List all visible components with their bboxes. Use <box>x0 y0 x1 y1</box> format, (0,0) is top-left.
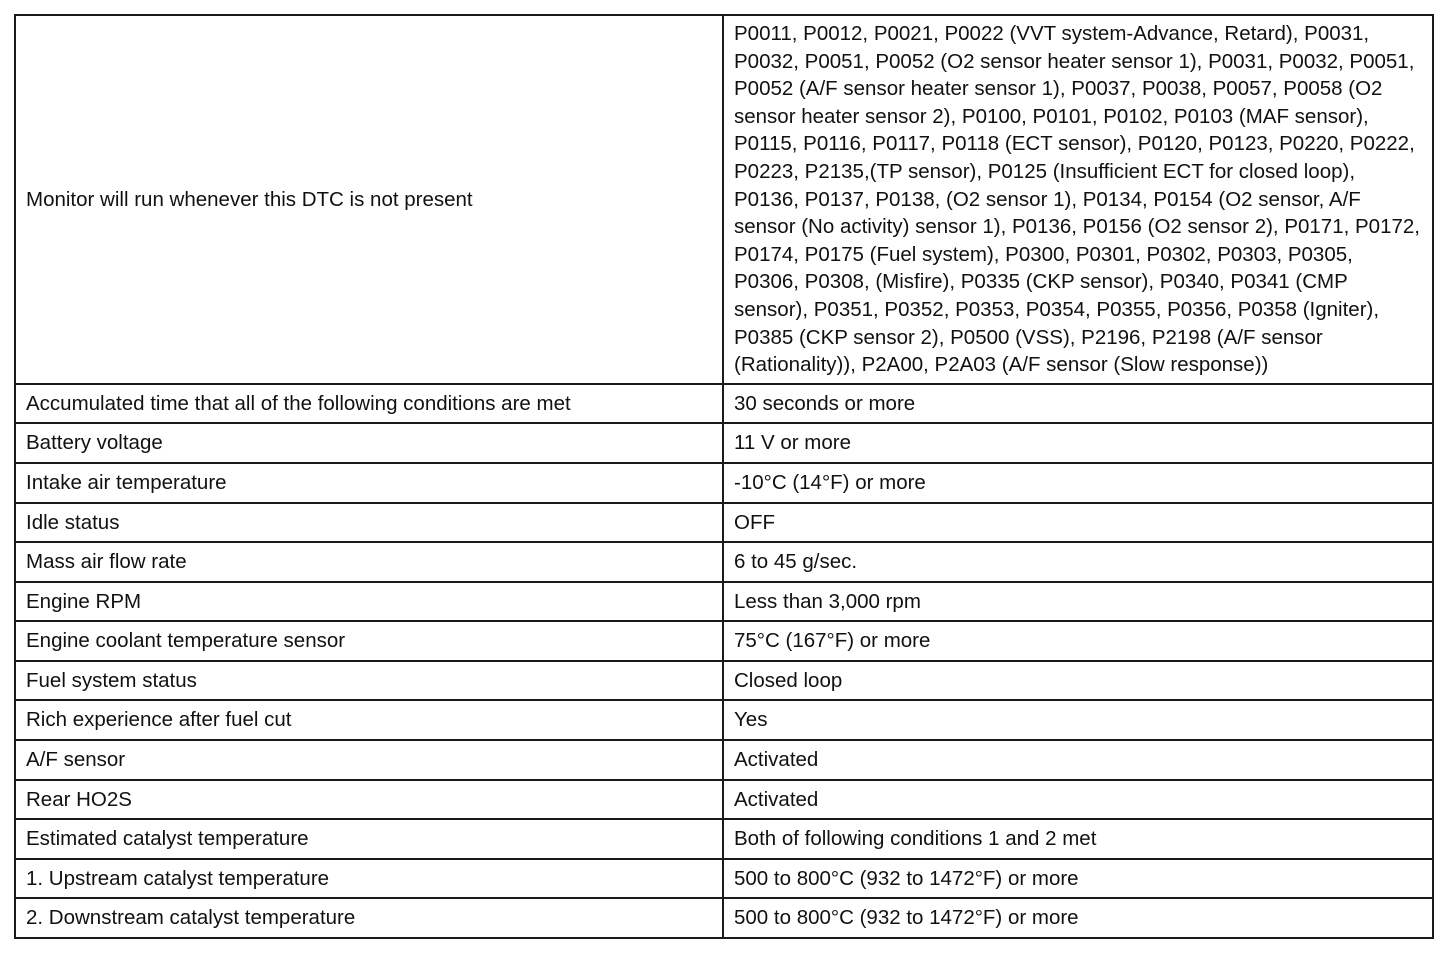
parameter-cell: 2. Downstream catalyst temperature <box>15 898 723 938</box>
value-cell: -10°C (14°F) or more <box>723 463 1433 503</box>
monitor-conditions-table <box>14 14 1434 939</box>
parameter-cell: Engine coolant temperature sensor <box>15 621 723 661</box>
value-cell: P0011, P0012, P0021, P0022 (VVT system-Advance, Retard), P0031, P0032, P0051, P0052 (O2 sensor heater sensor 1), P0031, P0032, P0051, P0052 (A/F sensor heater sensor 1), P0037, P0038, P0057, P0058 (O2 sensor heater sensor 2), P0100, P0101, P0102, P0103 (MAF sensor), P0115, P0116, P0117, P0118 (ECT sensor), P0120, P0123, P0220, P0222, P0223, P2135,(TP sensor), P0125 (Insufficient ECT for closed loop), P0136, P0137, P0138, (O2 sensor 1), P0134, P0154 (O2 sensor, A/F sensor (No activity) sensor 1), P0136, P0156 (O2 sensor 2), P0171, P0172, P0174, P0175 (Fuel system), P0300, P0301, P0302, P0303, P0305, P0306, P0308, (Misfire), P0335 (CKP sensor), P0340, P0341 (CMP sensor), P0351, P0352, P0353, P0354, P0355, P0356, P0358 (Igniter), P0385 (CKP sensor 2), P0500 (VSS), P2196, P2198 (A/F sensor (Rationality)), P2A00, P2A03 (A/F sensor (Slow response)) <box>723 15 1433 384</box>
table-row <box>15 384 1433 424</box>
parameter-cell: Monitor will run whenever this DTC is not present <box>15 15 723 384</box>
parameter-cell: Mass air flow rate <box>15 542 723 582</box>
table-row <box>15 661 1433 701</box>
table-row <box>15 423 1433 463</box>
value-cell: 11 V or more <box>723 423 1433 463</box>
parameter-cell: Idle status <box>15 503 723 543</box>
table-row <box>15 819 1433 859</box>
table-row <box>15 15 1433 384</box>
value-cell: Less than 3,000 rpm <box>723 582 1433 622</box>
document-page <box>14 14 1432 939</box>
table-row <box>15 542 1433 582</box>
value-cell: Yes <box>723 700 1433 740</box>
parameter-cell: Fuel system status <box>15 661 723 701</box>
parameter-cell: Rear HO2S <box>15 780 723 820</box>
value-cell: Activated <box>723 740 1433 780</box>
table-row <box>15 503 1433 543</box>
parameter-cell: Engine RPM <box>15 582 723 622</box>
parameter-cell: 1. Upstream catalyst temperature <box>15 859 723 899</box>
table-row <box>15 621 1433 661</box>
table-row <box>15 898 1433 938</box>
value-cell: Activated <box>723 780 1433 820</box>
value-cell: 75°C (167°F) or more <box>723 621 1433 661</box>
value-cell: Both of following conditions 1 and 2 met <box>723 819 1433 859</box>
parameter-cell: Rich experience after fuel cut <box>15 700 723 740</box>
value-cell: 6 to 45 g/sec. <box>723 542 1433 582</box>
value-cell: 500 to 800°C (932 to 1472°F) or more <box>723 859 1433 899</box>
value-cell: OFF <box>723 503 1433 543</box>
table-row <box>15 463 1433 503</box>
parameter-cell: Intake air temperature <box>15 463 723 503</box>
value-cell: Closed loop <box>723 661 1433 701</box>
parameter-cell: Battery voltage <box>15 423 723 463</box>
value-cell: 500 to 800°C (932 to 1472°F) or more <box>723 898 1433 938</box>
parameter-cell: A/F sensor <box>15 740 723 780</box>
table-row <box>15 780 1433 820</box>
table-row <box>15 859 1433 899</box>
table-row <box>15 740 1433 780</box>
table-row <box>15 700 1433 740</box>
table-row <box>15 582 1433 622</box>
parameter-cell: Accumulated time that all of the following conditions are met <box>15 384 723 424</box>
value-cell: 30 seconds or more <box>723 384 1433 424</box>
parameter-cell: Estimated catalyst temperature <box>15 819 723 859</box>
